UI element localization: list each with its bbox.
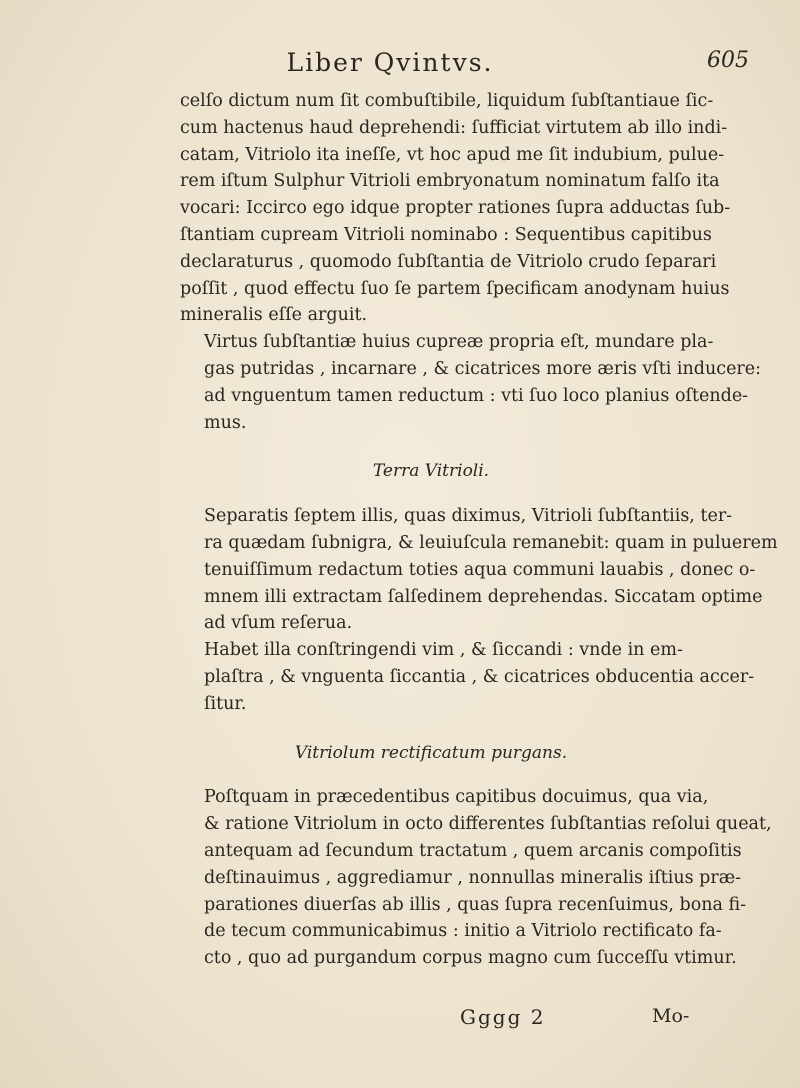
text-line: ſitur.: [204, 693, 247, 714]
text-line: rem iſtum Sulphur Vitrioli embryonatum nominatum falſo ita: [180, 171, 720, 192]
text-line: deſtinauimus , aggrediamur , nonnullas mineralis iſtius præ-: [204, 867, 742, 888]
text-line: antequam ad ſecundum tractatum , quem arcanis compoſitis: [204, 840, 742, 861]
paragraph-3: [180, 503, 778, 637]
text-line: mnem illi extractam ſalſedinem deprehendas. Siccatam optime: [204, 586, 763, 607]
text-line: de tecum communicabimus : initio a Vitriolo rectificato fa-: [204, 921, 722, 942]
text-line: ra quædam ſubnigra, & leuiuſcula remanebit: quam in puluerem: [204, 532, 778, 553]
paragraph-4: [180, 637, 755, 717]
section-heading-purgans: Vitriolum rectificatum purgans.: [294, 742, 568, 763]
text-line: vocari: Iccirco ego idque propter rationes ſupra adductas ſub-: [180, 198, 731, 219]
text-line: plaſtra , & vnguenta ſiccantia , & cicatrices obducentia accer-: [204, 666, 755, 687]
text-line: Virtus ſubſtantiæ huius cupreæ propria eſt, mundare pla-: [204, 332, 714, 353]
signature-mark: Gggg 2: [460, 1005, 546, 1029]
text-line: Poſtquam in præcedentibus capitibus docuimus, qua via,: [204, 787, 709, 808]
paragraph-1: [180, 88, 731, 329]
text-line: & ratione Vitriolum in octo differentes ſubſtantias reſolui queat,: [204, 814, 772, 835]
text-line: declaraturus , quomodo ſubſtantia de Vitriolo crudo ſeparari: [180, 251, 717, 272]
text-line: ad vnguentum tamen reductum : vti ſuo loco planius oſtende-: [204, 385, 749, 406]
text-line: mineralis eſſe arguit.: [180, 305, 368, 326]
text-line: celſo dictum num ſit combuſtibile, liquidum ſubſtantiaue ſic-: [180, 91, 714, 111]
section-heading-terra: Terra Vitrioli.: [372, 461, 490, 482]
paragraph-2: [180, 329, 762, 436]
text-line: catam, Vitriolo ita ineſſe, vt hoc apud me ſit indubium, pulue-: [180, 144, 725, 165]
text-line: mus.: [204, 412, 247, 433]
text-line: cum hactenus haud deprehendi: ſufficiat virtutem ab illo indi-: [180, 117, 728, 138]
text-line: tenuiſſimum redactum toties aqua communi lauabis , donec o-: [204, 559, 756, 580]
page-number: 605: [707, 48, 749, 73]
text-line: gas putridas , incarnare , & cicatrices more æris vſti inducere:: [204, 358, 762, 379]
text-line: Separatis ſeptem illis, quas diximus, Vitrioli ſubſtantiis, ter-: [204, 506, 733, 527]
running-title: Liber Qvintvs.: [286, 48, 494, 77]
text-line: Habet illa conſtringendi vim , & ſiccandi : vnde in em-: [204, 640, 683, 661]
text-line: cto , quo ad purgandum corpus magno cum ſucceſſu vtimur.: [204, 948, 737, 969]
page-body: [180, 88, 778, 972]
text-line: poſſit , quod effectu ſuo ſe partem ſpecificam anodynam huius: [180, 278, 730, 299]
text-line: ad vſum reſerua.: [204, 613, 353, 634]
text-line: ſtantiam cupream Vitrioli nominabo : Sequentibus capitibus: [180, 224, 712, 245]
text-line: parationes diuerſas ab illis , quas ſupra recenſuimus, bona fi-: [204, 894, 747, 915]
catchword: Mo-: [652, 1005, 690, 1027]
paragraph-5: [180, 784, 772, 972]
